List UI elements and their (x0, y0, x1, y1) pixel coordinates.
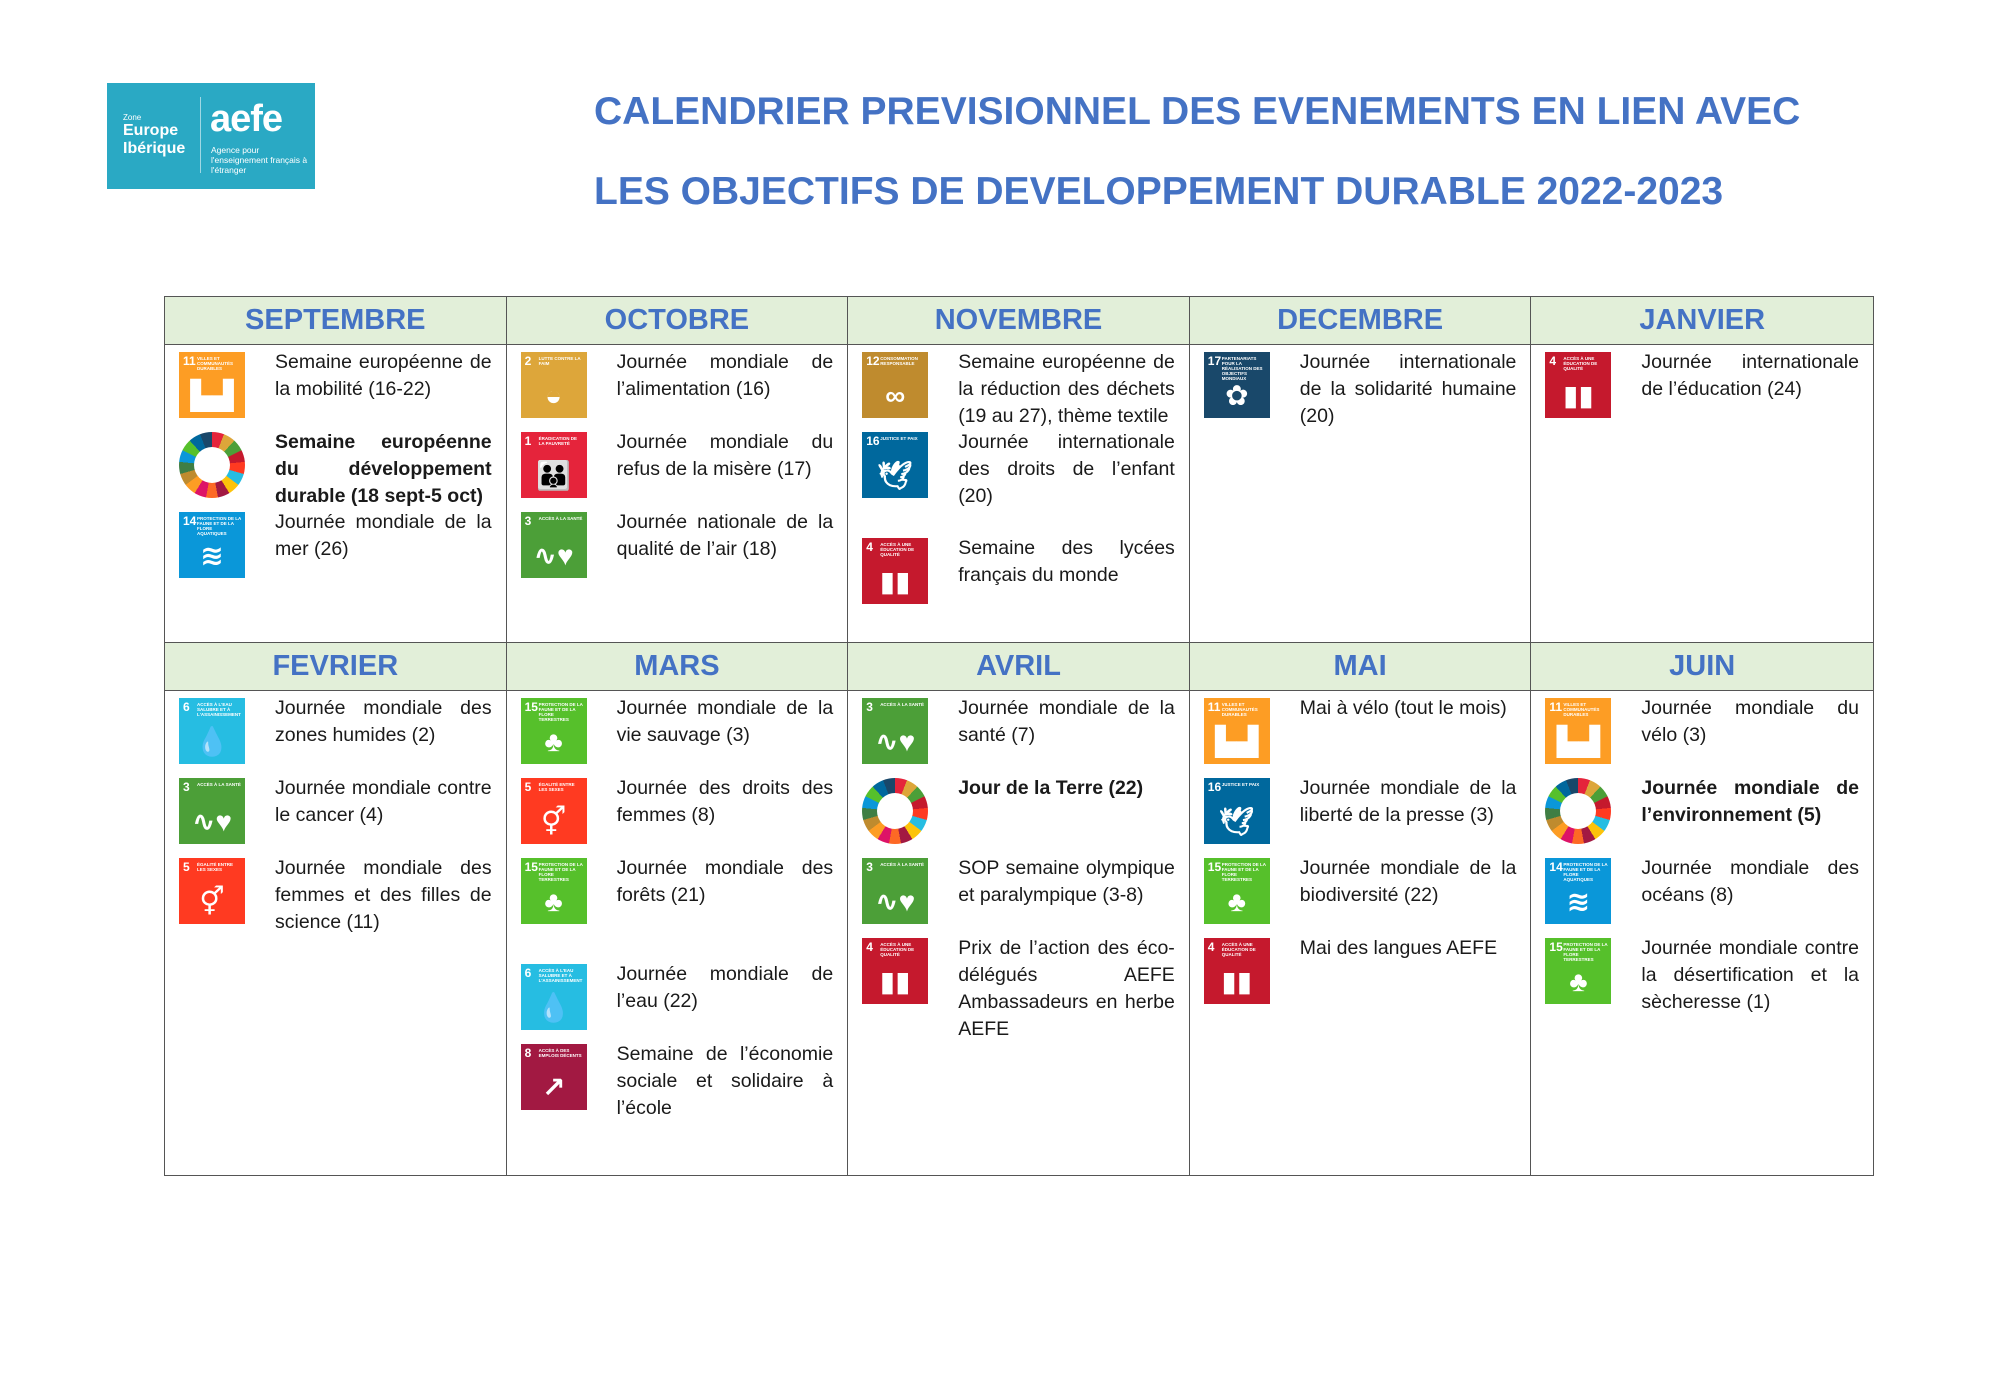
event-text: Journée mondiale contre le cancer (4) (275, 777, 492, 826)
month-header: JANVIER (1531, 297, 1873, 345)
event-item (179, 775, 492, 845)
event-item (862, 935, 1175, 1040)
sdg-4-book-icon (1204, 938, 1270, 1004)
sdg-wheel-icon (179, 432, 245, 498)
family-icon: 👪 (536, 460, 572, 491)
water-drop-icon: 💧 (194, 726, 230, 757)
sdg-number: 3 (866, 860, 873, 874)
sdg-label: ACCÈS À LA SANTÉ (538, 516, 583, 521)
sdg-label: ACCÈS À L'EAU SALUBRE ET À L'ASSAINISSEMENT (538, 968, 583, 983)
event-item (179, 855, 492, 933)
event-text: Journée mondiale de l’eau (22) (616, 963, 834, 1012)
month-cell-fevrier (165, 643, 507, 1175)
sdg-number: 17 (1207, 354, 1222, 368)
month-header: NOVEMBRE (848, 297, 1189, 345)
sdg-label: PROTECTION DE LA FAUNE ET DE LA FLORE TERRESTRES (1563, 942, 1608, 962)
event-item (1204, 695, 1517, 765)
dove-icon: 🕊 (1219, 806, 1255, 837)
event-text: Semaine de l’économie sociale et solidaire à l’école (616, 1043, 834, 1119)
sdg-11-city-icon (1204, 698, 1270, 764)
event-text: Journée internationale de l’éducation (24) (1641, 351, 1859, 400)
month-header: OCTOBRE (507, 297, 848, 345)
sdg-number: 11 (1207, 700, 1221, 714)
logo-europe: Europe (123, 122, 179, 139)
event-text: Journée mondiale des zones humides (2) (275, 697, 492, 746)
logo-brand: aefe (210, 98, 283, 140)
sdg-15-tree-icon (521, 698, 587, 764)
sdg-number: 14 (183, 514, 197, 528)
event-item (862, 349, 1175, 427)
month-header: AVRIL (848, 643, 1189, 691)
sdg-label: VILLES ET COMMUNAUTÉS DURABLES (197, 356, 233, 371)
sdg-number: 4 (1549, 354, 1557, 368)
event-item (179, 349, 492, 419)
month-header: SEPTEMBRE (165, 297, 506, 345)
book-icon: ▮▮ (1221, 966, 1253, 997)
sdg-4-book-icon (1545, 352, 1611, 418)
sdg-label: CONSOMMATION RESPONSABLE (880, 356, 918, 366)
event-text: Prix de l’action des éco-délégués AEFE Ambassadeurs en herbe AEFE (958, 937, 1175, 1040)
sdg-label: JUSTICE ET PAIX (880, 436, 918, 441)
sdg-number: 12 (866, 354, 880, 368)
month-header: MAI (1190, 643, 1531, 691)
sdg-label: ACCÈS À UNE ÉDUCATION DE QUALITÉ (880, 942, 915, 957)
month-cell-avril (848, 643, 1190, 1175)
growth-chart-icon: ↗ (541, 1072, 566, 1103)
sdg-5-gender-icon (179, 858, 245, 924)
sdg-label: ACCÈS À UNE ÉDUCATION DE QUALITÉ (880, 542, 915, 557)
sdg-1-family-icon (521, 432, 587, 498)
event-item (179, 695, 492, 765)
event-text: Journée mondiale de l’environnement (5) (1641, 777, 1859, 826)
event-item (179, 509, 492, 579)
tree-icon: ♣ (544, 886, 563, 917)
sdg-label: ACCÈS À DES EMPLOIS DÉCENTS (538, 1048, 582, 1058)
sdg-number: 8 (524, 1046, 532, 1060)
sdg-number: 11 (183, 354, 196, 368)
event-text: Semaine européenne de la réduction des déchets (19 au 27), thème textile (958, 351, 1175, 427)
event-text: Journée mondiale du refus de la misère (17) (616, 431, 834, 480)
logo-iberique: Ibérique (123, 140, 186, 157)
month-header: MARS (507, 643, 848, 691)
sdg-4-book-icon (862, 938, 928, 1004)
fish-icon: ≋ (1566, 886, 1591, 917)
aefe-logo (107, 83, 315, 189)
sdg-wheel-icon (1545, 778, 1611, 844)
sdg-label: ACCÈS À UNE ÉDUCATION DE QUALITÉ (1563, 356, 1598, 371)
sdg-3-heartbeat-icon (862, 698, 928, 764)
flower-icon: ✿ (1225, 380, 1249, 411)
sdg-label: PROTECTION DE LA FAUNE ET DE LA FLORE AQUATIQUES (1563, 862, 1608, 882)
month-cell-janvier (1531, 297, 1873, 643)
event-text: SOP semaine olympique et paralympique (3-8) (958, 857, 1175, 906)
sdg-label: PROTECTION DE LA FAUNE ET DE LA FLORE TERRESTRES (1221, 862, 1266, 882)
sdg-14-fish-icon (1545, 858, 1611, 924)
month-cell-juin (1531, 643, 1873, 1175)
event-text: Journée mondiale de la vie sauvage (3) (616, 697, 834, 746)
sdg-2-bowl-icon (521, 352, 587, 418)
sdg-number: 16 (866, 434, 880, 448)
gender-icon: ⚥ (199, 886, 225, 917)
logo-tagline: Agence pour l'enseignement français à l'étranger (211, 145, 308, 175)
tree-icon: ♣ (1227, 886, 1246, 917)
heartbeat-icon: ∿♥ (875, 886, 916, 917)
sdg-label: ACCÈS À LA SANTÉ (880, 862, 925, 867)
logo-divider (200, 97, 201, 173)
book-icon: ▮▮ (879, 966, 911, 997)
sdg-16-dove-icon (862, 432, 928, 498)
event-item (862, 535, 1175, 605)
event-item (179, 429, 492, 507)
sdg-number: 6 (524, 966, 532, 980)
sdg-17-flower-icon (1204, 352, 1270, 418)
book-icon: ▮▮ (1562, 380, 1594, 411)
sdg-number: 15 (524, 700, 538, 714)
event-item (521, 349, 834, 419)
bowl-icon: ◒ (545, 380, 563, 411)
book-icon: ▮▮ (879, 566, 911, 597)
event-text: Semaine européenne du développement durable (18 sept-5 oct) (275, 431, 492, 507)
event-item (521, 429, 834, 499)
event-item (521, 1041, 834, 1119)
month-cell-septembre (165, 297, 507, 643)
month-cell-novembre (848, 297, 1190, 643)
sdg-number: 4 (866, 540, 873, 554)
sdg-6-water-drop-icon (179, 698, 245, 764)
sdg-label: ÉRADICATION DE LA PAUVRETÉ (538, 436, 578, 446)
event-text: Semaine européenne de la mobilité (16-22) (275, 351, 492, 400)
event-text: Mai à vélo (tout le mois) (1299, 697, 1507, 719)
sdg-label: PARTENARIATS POUR LA RÉALISATION DES OBJECTIFS MONDIAUX (1221, 356, 1263, 381)
event-item (1204, 349, 1517, 427)
sdg-number: 6 (183, 700, 190, 714)
sdg-number: 11 (1549, 700, 1563, 714)
event-text: Journée internationale des droits de l’enfant (20) (958, 431, 1175, 507)
sdg-8-growth-chart-icon (521, 1044, 587, 1110)
month-cell-decembre (1190, 297, 1532, 643)
sdg-number: 3 (524, 514, 532, 528)
sdg-number: 3 (183, 780, 190, 794)
sdg-number: 15 (1549, 940, 1563, 954)
event-text: Journée nationale de la qualité de l’air (18) (616, 511, 834, 560)
event-text: Journée mondiale de la biodiversité (22) (1299, 857, 1517, 906)
sdg-number: 2 (524, 354, 532, 368)
sdg-15-tree-icon (1545, 938, 1611, 1004)
tree-icon: ♣ (544, 726, 563, 757)
sdg-number: 4 (866, 940, 873, 954)
sdg-label: PROTECTION DE LA FAUNE ET DE LA FLORE TERRESTRES (538, 702, 583, 722)
sdg-label: ACCÈS À LA SANTÉ (197, 782, 241, 787)
month-cell-mai (1190, 643, 1532, 1175)
sdg-11-city-icon (179, 352, 245, 418)
event-item (862, 775, 1175, 845)
event-text: Mai des langues AEFE (1299, 937, 1498, 959)
sdg-number: 15 (524, 860, 538, 874)
event-item (862, 855, 1175, 925)
event-item (1545, 775, 1859, 845)
water-drop-icon: 💧 (536, 992, 572, 1023)
sdg-6-water-drop-icon (521, 964, 587, 1030)
heartbeat-icon: ∿♥ (533, 540, 574, 571)
sdg-label: PROTECTION DE LA FAUNE ET DE LA FLORE AQUATIQUES (197, 516, 242, 536)
city-icon: ▙▟ (1215, 726, 1259, 757)
heartbeat-icon: ∿♥ (875, 726, 916, 757)
sdg-3-heartbeat-icon (862, 858, 928, 924)
event-item (862, 695, 1175, 765)
month-header: FEVRIER (165, 643, 506, 691)
sdg-label: ACCÈS À UNE ÉDUCATION DE QUALITÉ (1221, 942, 1256, 957)
event-text: Journée mondiale contre la désertification et la sècheresse (1) (1641, 937, 1859, 1013)
event-text: Journée mondiale des forêts (21) (616, 857, 834, 906)
event-text: Journée mondiale de la mer (26) (275, 511, 492, 560)
event-item (521, 695, 834, 765)
sdg-label: LUTTE CONTRE LA FAIM (538, 356, 581, 366)
sdg-label: VILLES ET COMMUNAUTÉS DURABLES (1563, 702, 1600, 717)
logo-zone: Zone (123, 113, 142, 122)
event-item (1545, 349, 1859, 419)
sdg-3-heartbeat-icon (179, 778, 245, 844)
event-item (862, 429, 1175, 507)
event-text: Journée internationale de la solidarité humaine (20) (1299, 351, 1517, 427)
sdg-number: 15 (1207, 860, 1222, 874)
event-item (1545, 935, 1859, 1013)
sdg-number: 4 (1207, 940, 1215, 954)
infinity-icon: ∞ (885, 380, 906, 411)
event-item (1204, 855, 1517, 925)
sdg-number: 1 (524, 434, 532, 448)
sdg-label: PROTECTION DE LA FAUNE ET DE LA FLORE TERRESTRES (538, 862, 583, 882)
sdg-number: 5 (183, 860, 190, 874)
event-text: Jour de la Terre (22) (958, 777, 1144, 799)
sdg-number: 3 (866, 700, 873, 714)
city-icon: ▙▟ (190, 380, 234, 411)
sdg-label: JUSTICE ET PAIX (1221, 782, 1260, 787)
event-item (521, 961, 834, 1031)
event-item (521, 855, 834, 925)
month-header: JUIN (1531, 643, 1873, 691)
event-item (1204, 935, 1517, 1005)
event-text: Journée mondiale de la santé (7) (958, 697, 1175, 746)
event-item (521, 509, 834, 579)
sdg-number: 14 (1549, 860, 1563, 874)
page-title-line-2: LES OBJECTIFS DE DEVELOPPEMENT DURABLE 2022-2023 (594, 170, 1724, 213)
sdg-5-gender-icon (521, 778, 587, 844)
event-text: Journée mondiale du vélo (3) (1641, 697, 1859, 746)
sdg-label: VILLES ET COMMUNAUTÉS DURABLES (1221, 702, 1258, 717)
sdg-14-fish-icon (179, 512, 245, 578)
sdg-wheel-icon (862, 778, 928, 844)
sdg-label: ACCÈS À L'EAU SALUBRE ET À L'ASSAINISSEMENT (197, 702, 241, 717)
city-icon: ▙▟ (1556, 726, 1600, 757)
heartbeat-icon: ∿♥ (191, 806, 233, 837)
page-title-line-1: CALENDRIER PREVISIONNEL DES EVENEMENTS EN LIEN AVEC (594, 90, 1801, 133)
fish-icon: ≋ (200, 540, 224, 571)
event-item (1545, 855, 1859, 925)
event-text: Journée mondiale des océans (8) (1641, 857, 1859, 906)
sdg-12-infinity-icon (862, 352, 928, 418)
sdg-label: ACCÈS À LA SANTÉ (880, 702, 925, 707)
tree-icon: ♣ (1569, 966, 1588, 997)
sdg-label: ÉGALITÉ ENTRE LES SEXES (197, 862, 234, 872)
event-item (521, 775, 834, 845)
month-cell-octobre (507, 297, 849, 643)
event-text: Journée mondiale de la liberté de la presse (3) (1299, 777, 1517, 826)
sdg-label: ÉGALITÉ ENTRE LES SEXES (538, 782, 575, 792)
event-text: Semaine des lycées français du monde (958, 537, 1175, 586)
sdg-15-tree-icon (521, 858, 587, 924)
event-item (1545, 695, 1859, 765)
sdg-3-heartbeat-icon (521, 512, 587, 578)
dove-icon: 🕊 (877, 460, 913, 491)
calendar-grid (164, 296, 1874, 1176)
event-item (1204, 775, 1517, 845)
sdg-15-tree-icon (1204, 858, 1270, 924)
event-text: Journée des droits des femmes (8) (616, 777, 834, 826)
sdg-16-dove-icon (1204, 778, 1270, 844)
event-text: Journée mondiale des femmes et des filles de science (11) (275, 857, 492, 933)
month-cell-mars (507, 643, 849, 1175)
month-header: DECEMBRE (1190, 297, 1531, 345)
gender-icon: ⚥ (540, 806, 567, 837)
sdg-11-city-icon (1545, 698, 1611, 764)
sdg-number: 5 (524, 780, 532, 794)
sdg-4-book-icon (862, 538, 928, 604)
event-text: Journée mondiale de l’alimentation (16) (616, 351, 834, 400)
sdg-number: 16 (1207, 780, 1222, 794)
